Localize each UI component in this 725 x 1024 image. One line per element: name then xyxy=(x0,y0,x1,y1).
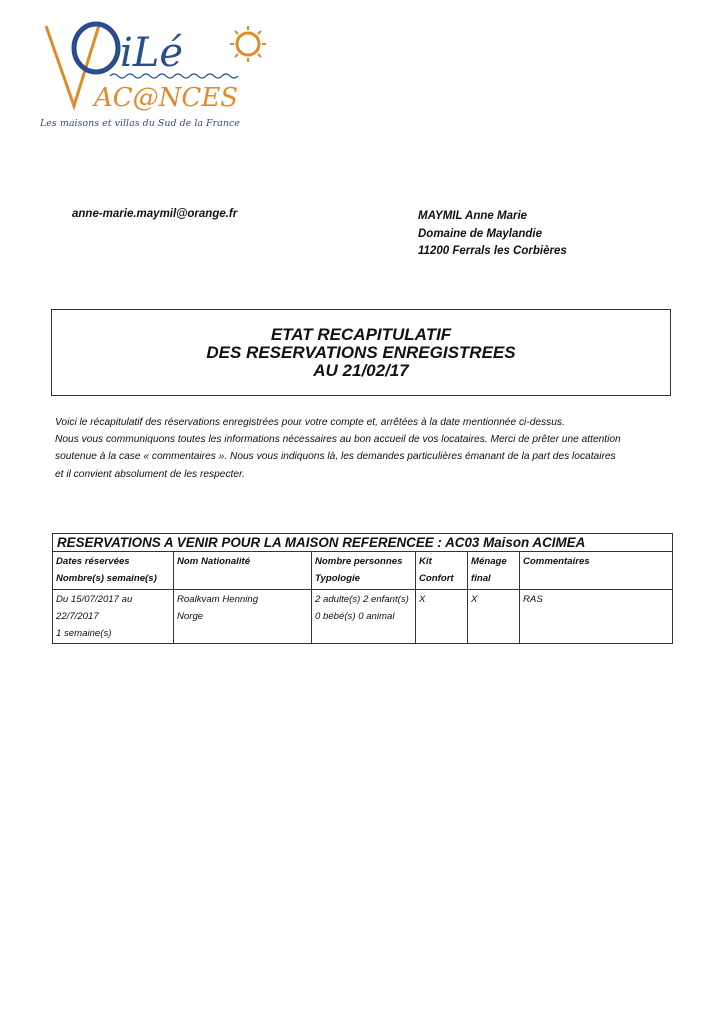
column-header-kit: Kit Confort xyxy=(415,552,467,589)
owner-name: MAYMIL Anne Marie xyxy=(418,210,528,222)
title-line-1: ETAT RECAPITULATIF xyxy=(270,324,452,344)
column-header-persons: Nombre personnes Typologie xyxy=(311,552,415,589)
owner-address xyxy=(418,208,567,261)
owner-city: 11200 Ferrals les Corbières xyxy=(418,245,567,257)
svg-text:AC@NCES: AC@NCES xyxy=(94,83,239,113)
column-header-menage: Ménage final xyxy=(467,552,519,589)
cell-kit: X xyxy=(415,590,467,643)
cell-dates: Du 15/07/2017 au 22/7/2017 1 semaine(s) xyxy=(56,594,133,639)
cell-name-nationality: Roalkvam Henning Norge xyxy=(173,590,311,643)
intro-line: Voici le récapitulatif des réservations enregistrées pour votre compte et, arrêtées à la date mentionnée ci-dessus. xyxy=(55,417,565,428)
column-header-comments: Commentaires xyxy=(519,552,672,589)
cell-comments: RAS xyxy=(519,590,672,643)
svg-text:Les maisons et villas du Sud d: Les maisons et villas du Sud de la France xyxy=(40,118,240,129)
cell-menage: X xyxy=(467,590,519,643)
table-row xyxy=(53,590,672,643)
intro-line: Nous vous communiquons toutes les informations nécessaires au bon accueil de vos locataires. Merci de prêter une attention xyxy=(55,434,621,446)
document-title-box xyxy=(51,309,671,396)
intro-paragraph xyxy=(55,414,680,483)
svg-text:iLé: iLé xyxy=(120,30,184,76)
column-header-dates: Dates réservées Nombre(s) semaine(s) xyxy=(56,556,157,584)
table-column-headers xyxy=(53,552,672,590)
reservations-table-header: RESERVATIONS A VENIR POUR LA MAISON REFERENCEE : AC03 Maison ACIMEA xyxy=(53,534,672,552)
owner-domain: Domaine de Maylandie xyxy=(418,227,542,240)
intro-line: soutenue à la case « commentaires ». Nous vous indiquons là, les demandes particulières émanant de la part des locataires xyxy=(55,451,616,463)
column-header-name: Nom Nationalité xyxy=(173,552,311,589)
reservations-table xyxy=(52,533,673,644)
cell-persons: 2 adulte(s) 2 enfant(s) 0 bébé(s) 0 animal xyxy=(311,590,415,643)
intro-line: et il convient absolument de les respecter. xyxy=(55,468,245,480)
title-line-3: AU 21/02/17 xyxy=(313,360,409,380)
company-logo xyxy=(38,14,274,134)
owner-email: anne-marie.maymil@orange.fr xyxy=(72,208,238,220)
title-line-2: DES RESERVATIONS ENREGISTREES xyxy=(206,342,516,362)
